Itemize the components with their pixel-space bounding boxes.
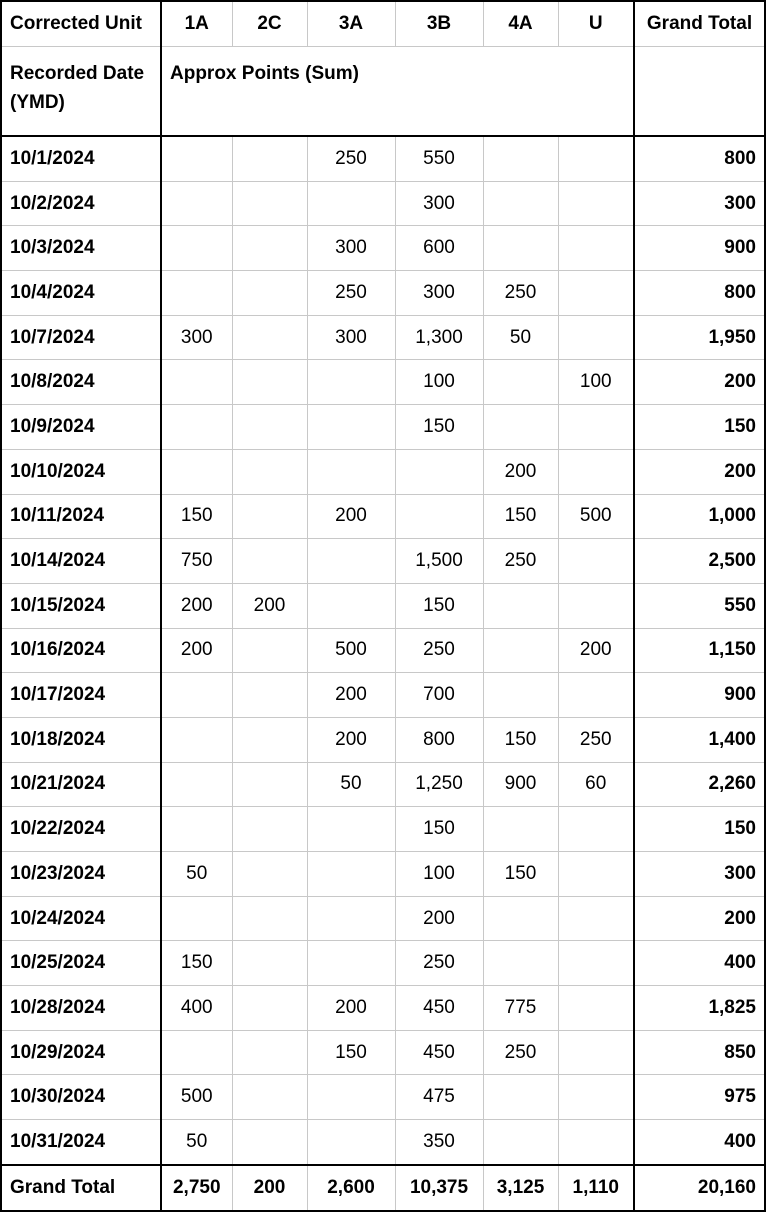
cell-1a: 150 (161, 941, 232, 986)
grand-total-2c: 200 (232, 1165, 307, 1211)
row-date: 10/31/2024 (1, 1120, 161, 1165)
cell-u (558, 226, 634, 271)
cell-3b: 475 (395, 1075, 483, 1120)
cell-2c (232, 136, 307, 181)
row-date: 10/15/2024 (1, 583, 161, 628)
cell-4a (483, 226, 558, 271)
cell-u (558, 136, 634, 181)
cell-3b: 800 (395, 717, 483, 762)
row-date: 10/8/2024 (1, 360, 161, 405)
cell-3b: 200 (395, 896, 483, 941)
cell-2c (232, 807, 307, 852)
cell-4a (483, 1120, 558, 1165)
table-row (1, 807, 765, 852)
grand-total-overall: 20,160 (634, 1165, 765, 1211)
cell-3b: 150 (395, 405, 483, 450)
cell-3a (307, 360, 395, 405)
cell-3a (307, 405, 395, 450)
cell-4a: 150 (483, 852, 558, 897)
cell-3a: 500 (307, 628, 395, 673)
cell-4a (483, 628, 558, 673)
cell-1a (161, 717, 232, 762)
cell-u (558, 852, 634, 897)
cell-3a (307, 181, 395, 226)
row-grand-total: 200 (634, 360, 765, 405)
cell-1a (161, 762, 232, 807)
cell-3a: 200 (307, 717, 395, 762)
table-row (1, 494, 765, 539)
cell-1a (161, 807, 232, 852)
cell-3a (307, 1120, 395, 1165)
row-field-header: Corrected Unit (1, 1, 161, 47)
table-row (1, 136, 765, 181)
cell-4a: 250 (483, 539, 558, 584)
row-date: 10/21/2024 (1, 762, 161, 807)
row-date: 10/22/2024 (1, 807, 161, 852)
cell-4a: 150 (483, 494, 558, 539)
table-row (1, 405, 765, 450)
table-row (1, 315, 765, 360)
row-grand-total: 400 (634, 1120, 765, 1165)
cell-2c (232, 1075, 307, 1120)
row-date: 10/18/2024 (1, 717, 161, 762)
cell-1a: 50 (161, 1120, 232, 1165)
cell-2c (232, 762, 307, 807)
table-row (1, 1030, 765, 1075)
cell-3a: 150 (307, 1030, 395, 1075)
grand-total-row (1, 1165, 765, 1211)
row-date: 10/9/2024 (1, 405, 161, 450)
row-date: 10/14/2024 (1, 539, 161, 584)
row-grand-total: 1,950 (634, 315, 765, 360)
row-date: 10/7/2024 (1, 315, 161, 360)
cell-4a: 150 (483, 717, 558, 762)
cell-3b (395, 449, 483, 494)
table-row (1, 181, 765, 226)
cell-2c (232, 673, 307, 718)
cell-3a: 250 (307, 271, 395, 316)
cell-3a: 300 (307, 226, 395, 271)
cell-2c (232, 1120, 307, 1165)
cell-4a: 200 (483, 449, 558, 494)
cell-3b: 250 (395, 941, 483, 986)
cell-3a (307, 1075, 395, 1120)
cell-u (558, 673, 634, 718)
row-date: 10/30/2024 (1, 1075, 161, 1120)
cell-3b: 1,250 (395, 762, 483, 807)
row-grand-total: 850 (634, 1030, 765, 1075)
row-grand-total: 2,500 (634, 539, 765, 584)
cell-2c (232, 717, 307, 762)
row-grand-total: 150 (634, 807, 765, 852)
cell-3b: 350 (395, 1120, 483, 1165)
row-grand-total: 550 (634, 583, 765, 628)
cell-2c (232, 226, 307, 271)
cell-3a: 200 (307, 494, 395, 539)
row-date: 10/23/2024 (1, 852, 161, 897)
column-header-2c: 2C (232, 1, 307, 47)
column-header-1a: 1A (161, 1, 232, 47)
cell-4a (483, 673, 558, 718)
cell-2c: 200 (232, 583, 307, 628)
cell-3b: 450 (395, 1030, 483, 1075)
cell-u (558, 583, 634, 628)
row-grand-total: 300 (634, 181, 765, 226)
cell-2c (232, 405, 307, 450)
cell-2c (232, 986, 307, 1031)
table-body (1, 136, 765, 1165)
cell-2c (232, 539, 307, 584)
table-row (1, 986, 765, 1031)
row-grand-total: 975 (634, 1075, 765, 1120)
subheader-row (1, 47, 765, 137)
row-date: 10/1/2024 (1, 136, 161, 181)
cell-3a (307, 449, 395, 494)
cell-u: 60 (558, 762, 634, 807)
row-grand-total: 900 (634, 673, 765, 718)
cell-u (558, 1120, 634, 1165)
cell-4a (483, 807, 558, 852)
row-date: 10/17/2024 (1, 673, 161, 718)
table-row (1, 583, 765, 628)
cell-3b: 300 (395, 271, 483, 316)
row-grand-total: 200 (634, 449, 765, 494)
cell-4a (483, 583, 558, 628)
grand-total-1a: 2,750 (161, 1165, 232, 1211)
cell-3a (307, 852, 395, 897)
grand-total-blank-cell (634, 47, 765, 137)
cell-1a: 200 (161, 583, 232, 628)
row-date: 10/10/2024 (1, 449, 161, 494)
date-field-label: Recorded Date (YMD) (1, 47, 161, 137)
cell-1a: 50 (161, 852, 232, 897)
table-row (1, 1075, 765, 1120)
cell-1a (161, 226, 232, 271)
table-row (1, 941, 765, 986)
cell-2c (232, 941, 307, 986)
cell-3b: 600 (395, 226, 483, 271)
cell-u (558, 1075, 634, 1120)
row-date: 10/25/2024 (1, 941, 161, 986)
cell-3a (307, 807, 395, 852)
column-header-grand-total: Grand Total (634, 1, 765, 47)
cell-u (558, 181, 634, 226)
cell-1a (161, 360, 232, 405)
cell-2c (232, 449, 307, 494)
cell-3b: 250 (395, 628, 483, 673)
cell-3b: 550 (395, 136, 483, 181)
grand-total-4a: 3,125 (483, 1165, 558, 1211)
cell-u (558, 986, 634, 1031)
cell-1a (161, 271, 232, 316)
cell-4a (483, 360, 558, 405)
cell-1a: 750 (161, 539, 232, 584)
row-date: 10/11/2024 (1, 494, 161, 539)
cell-4a (483, 896, 558, 941)
cell-u (558, 539, 634, 584)
table-row (1, 360, 765, 405)
cell-3b: 100 (395, 852, 483, 897)
cell-1a (161, 405, 232, 450)
row-grand-total: 1,000 (634, 494, 765, 539)
table-row (1, 1120, 765, 1165)
cell-1a (161, 896, 232, 941)
column-header-4a: 4A (483, 1, 558, 47)
cell-4a: 250 (483, 271, 558, 316)
cell-u (558, 405, 634, 450)
table-row (1, 762, 765, 807)
cell-3b: 150 (395, 807, 483, 852)
table-row (1, 852, 765, 897)
cell-1a: 500 (161, 1075, 232, 1120)
cell-u: 500 (558, 494, 634, 539)
table-row (1, 271, 765, 316)
cell-4a (483, 136, 558, 181)
table-row (1, 539, 765, 584)
row-grand-total: 800 (634, 271, 765, 316)
row-grand-total: 800 (634, 136, 765, 181)
cell-4a (483, 181, 558, 226)
cell-2c (232, 360, 307, 405)
grand-total-u: 1,110 (558, 1165, 634, 1211)
column-header-u: U (558, 1, 634, 47)
row-grand-total: 150 (634, 405, 765, 450)
grand-total-3a: 2,600 (307, 1165, 395, 1211)
column-header-row (1, 1, 765, 47)
table-row (1, 896, 765, 941)
row-grand-total: 1,400 (634, 717, 765, 762)
cell-2c (232, 896, 307, 941)
cell-1a: 300 (161, 315, 232, 360)
cell-3b: 1,500 (395, 539, 483, 584)
row-grand-total: 1,150 (634, 628, 765, 673)
cell-3a (307, 896, 395, 941)
cell-2c (232, 852, 307, 897)
cell-2c (232, 628, 307, 673)
cell-3a (307, 539, 395, 584)
row-grand-total: 900 (634, 226, 765, 271)
cell-3a (307, 941, 395, 986)
cell-1a (161, 449, 232, 494)
cell-3a (307, 583, 395, 628)
cell-4a (483, 405, 558, 450)
row-grand-total: 300 (634, 852, 765, 897)
row-date: 10/29/2024 (1, 1030, 161, 1075)
row-grand-total: 2,260 (634, 762, 765, 807)
cell-1a (161, 673, 232, 718)
cell-2c (232, 315, 307, 360)
cell-3b (395, 494, 483, 539)
cell-3b: 150 (395, 583, 483, 628)
table-row (1, 628, 765, 673)
cell-u (558, 896, 634, 941)
cell-u (558, 941, 634, 986)
column-header-3a: 3A (307, 1, 395, 47)
cell-3b: 450 (395, 986, 483, 1031)
cell-4a: 775 (483, 986, 558, 1031)
cell-3a: 200 (307, 986, 395, 1031)
cell-3a: 250 (307, 136, 395, 181)
row-date: 10/16/2024 (1, 628, 161, 673)
row-grand-total: 200 (634, 896, 765, 941)
column-header-3b: 3B (395, 1, 483, 47)
row-date: 10/2/2024 (1, 181, 161, 226)
cell-3b: 100 (395, 360, 483, 405)
row-date: 10/28/2024 (1, 986, 161, 1031)
row-date: 10/4/2024 (1, 271, 161, 316)
cell-3a: 300 (307, 315, 395, 360)
cell-u (558, 315, 634, 360)
cell-1a: 200 (161, 628, 232, 673)
cell-4a (483, 1075, 558, 1120)
grand-total-label: Grand Total (1, 1165, 161, 1211)
table-row (1, 226, 765, 271)
cell-1a (161, 136, 232, 181)
cell-1a: 150 (161, 494, 232, 539)
cell-u (558, 449, 634, 494)
table-row (1, 717, 765, 762)
cell-u: 200 (558, 628, 634, 673)
cell-2c (232, 181, 307, 226)
cell-3b: 1,300 (395, 315, 483, 360)
measure-label: Approx Points (Sum) (161, 47, 634, 137)
cell-4a: 250 (483, 1030, 558, 1075)
cell-1a (161, 181, 232, 226)
cell-3b: 700 (395, 673, 483, 718)
cell-3a: 50 (307, 762, 395, 807)
row-grand-total: 1,825 (634, 986, 765, 1031)
cell-1a (161, 1030, 232, 1075)
cell-u: 100 (558, 360, 634, 405)
cell-4a (483, 941, 558, 986)
cell-2c (232, 1030, 307, 1075)
cell-2c (232, 271, 307, 316)
cell-4a: 900 (483, 762, 558, 807)
cell-3b: 300 (395, 181, 483, 226)
cell-u (558, 271, 634, 316)
cell-2c (232, 494, 307, 539)
cell-u: 250 (558, 717, 634, 762)
table-row (1, 449, 765, 494)
table-row (1, 673, 765, 718)
cell-4a: 50 (483, 315, 558, 360)
cell-3a: 200 (307, 673, 395, 718)
cell-1a: 400 (161, 986, 232, 1031)
cell-u (558, 1030, 634, 1075)
row-date: 10/3/2024 (1, 226, 161, 271)
grand-total-3b: 10,375 (395, 1165, 483, 1211)
cell-u (558, 807, 634, 852)
row-date: 10/24/2024 (1, 896, 161, 941)
row-grand-total: 400 (634, 941, 765, 986)
